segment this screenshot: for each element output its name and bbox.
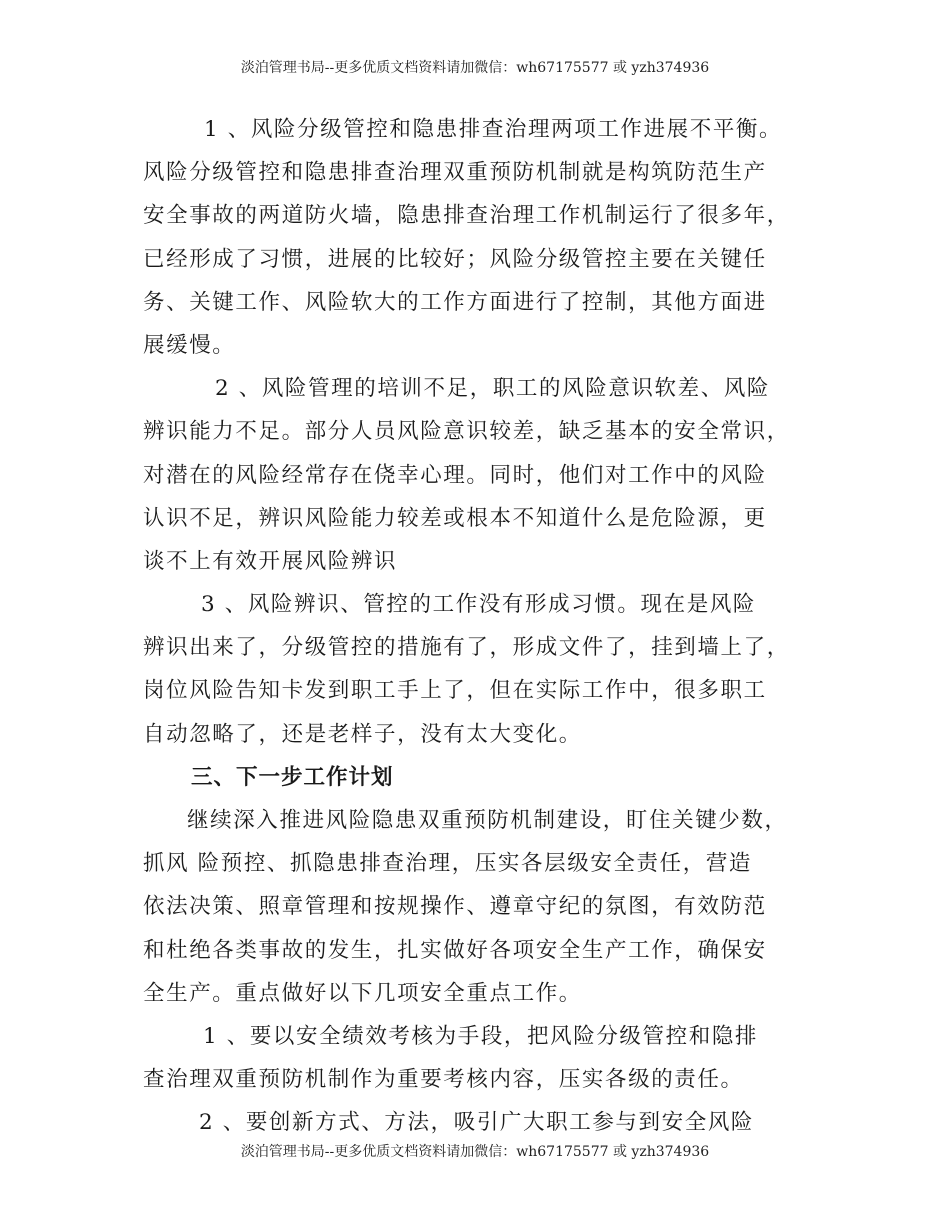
paragraph-line: 2 、风险管理的培训不足，职工的风险意识软差、风险 [215,376,771,402]
paragraph-line: 岗位风险告知卡发到职工手上了，但在实际工作中，很多职工 [143,678,767,704]
page-footer: 淡泊管理书局--更多优质文档资料请加微信：wh67175577 或 yzh374936 [240,1144,710,1160]
paragraph-line: 已经形成了习惯，进展的比较好；风险分级管控主要在关键任 [143,246,767,272]
page-header: 淡泊管理书局--更多优质文档资料请加微信：wh67175577 或 yzh374936 [240,60,710,76]
paragraph-line: 查治理双重预防机制作为重要考核内容，压实各级的责任。 [143,1067,744,1093]
paragraph-line: 谈不上有效开展风险辨识 [143,548,398,574]
paragraph-line: 依法决策、照章管理和按规操作、遵章守纪的氛图，有效防范 [143,894,767,920]
paragraph-line: 辨识出来了，分级管控的措施有了，形成文件了，挂到墙上了， [143,635,790,661]
paragraph-line: 全生产。重点做好以下几项安全重点工作。 [143,980,582,1006]
paragraph-line: 和杜绝各类事故的发生，扎实做好各项安全生产工作，确保安 [143,937,767,963]
paragraph-line: 辨识能力不足。部分人员风险意识较差，缺乏基本的安全常识， [143,419,790,445]
paragraph-line: 认识不足，辨识风险能力较差或根本不知道什么是危险源，更 [143,505,767,531]
paragraph-line: 抓风 险预控、抓隐患排查治理，压实各层级安全责任，营造 [143,851,753,877]
paragraph-line: 2 、要创新方式、方法，吸引广大职工参与到安全风险 [199,1110,755,1136]
paragraph-line: 1 、风险分级管控和隐患排查治理两项工作进展不平衡。 [204,117,783,142]
document-body [143,108,833,1145]
paragraph-line: 展缓慢。 [143,332,236,358]
paragraph-line: 3 、风险辨识、管控的工作没有形成习惯。现在是风险 [201,592,757,618]
paragraph-line: 1 、要以安全绩效考核为手段，把风险分级管控和隐排 [203,1023,759,1049]
paragraph-line: 自动忽略了，还是老样子，没有太大变化。 [143,721,582,747]
paragraph-line: 对潜在的风险经常存在侥幸心理。同时，他们对工作中的风险 [143,462,767,488]
paragraph-line: 安全事故的两道防火墙，隐患排查治理工作机制运行了很多年， [143,203,790,229]
section-heading: 三、下一步工作计划 [191,764,394,790]
paragraph-line: 风险分级管控和隐患排查治理双重预防机制就是构筑防范生产 [143,160,767,186]
paragraph-line: 继续深入推进风险隐患双重预防机制建设，盯住关键少数， [187,808,788,833]
paragraph-line: 务、关键工作、风险软大的工作方面进行了控制，其他方面进 [143,289,767,315]
